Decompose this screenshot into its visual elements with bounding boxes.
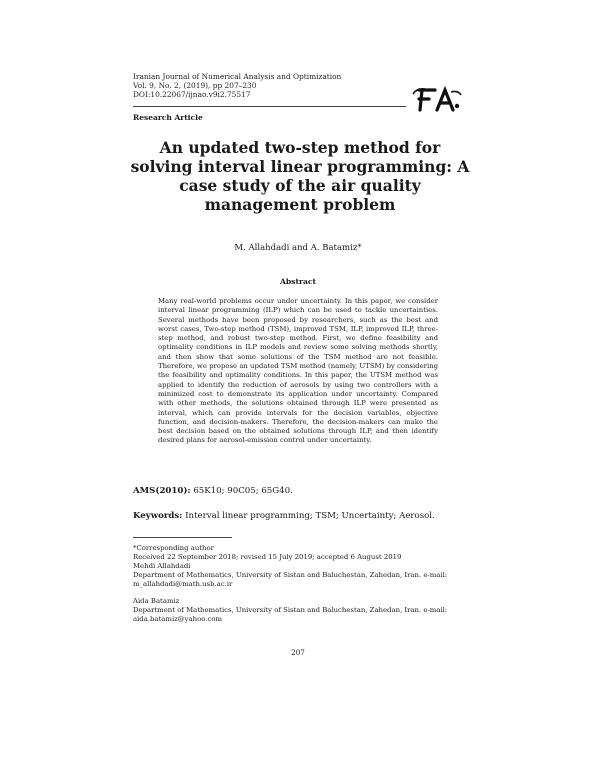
title-line: solving interval linear programming: A — [130, 157, 470, 176]
author2-email[interactable]: aida.batamiz@yahoo.com — [133, 615, 223, 623]
keywords — [133, 511, 435, 521]
footnote-dates: Received 22 September 2018; revised 15 July 2019; accepted 6 August 2019 — [133, 553, 402, 561]
doi-link[interactable]: DOI:10.22067/ijnao.v9i2.75517 — [133, 90, 251, 99]
title-line: case study of the air quality — [179, 176, 421, 195]
keywords-value: Interval linear programming; TSM; Uncertainty; Aerosol. — [185, 511, 435, 521]
journal-name: Iranian Journal of Numerical Analysis and Optimization — [133, 72, 342, 81]
journal-logo-icon — [411, 84, 463, 114]
author2-name: Aida Batamiz — [133, 597, 180, 605]
author1-email[interactable]: m_allahdadi@math.usb.ac.ir — [133, 580, 233, 588]
article-type: Research Article — [133, 113, 203, 122]
abstract-heading: Abstract — [279, 277, 317, 286]
ams-value: 65K10; 90C05; 65G40. — [193, 486, 293, 496]
keywords-label: Keywords: — [133, 511, 183, 521]
paper-title — [110, 138, 490, 214]
ams-label: AMS(2010): — [133, 486, 191, 496]
header-rule — [133, 106, 406, 107]
author1-name: Mehdi Allahdadi — [133, 562, 191, 570]
author-list: M. Allahdadi and A. Batamiz* — [234, 243, 362, 253]
title-line: management problem — [204, 195, 396, 214]
author1-affiliation: Department of Mathematics, University of Sistan and Baluchestan, Zahedan, Iran. e-mail: — [133, 571, 448, 579]
journal-volume: Vol. 9, No. 2, (2019), pp 207–230 — [133, 81, 257, 90]
footnote-rule — [133, 537, 232, 538]
abstract-text: Many real-world problems occur under uncertainty. In this paper, we consider interval linear programming (ILP) which can be used to tackle uncertainties. Several methods have been proposed by researchers, such as the best and worst cases, Two-step method (TSM), improved TSM, ILP, improved ILP, three-step method, and robust two-step method. First, we define feasibility and optimality conditions in ILP models and review some solving methods shortly, and then show that some solutions of the TSM method are not feasible. Therefore, we propose an updated TSM method (namely, UTSM) by considering the feasibility and optimality conditions. In this paper, the UTSM method was applied to identify the reduction of aerosols by using two controllers with a minimized cost to demonstrate its application under uncertainty. Compared with other methods, the solutions obtained through ILP were presented as interval, which can provide intervals for the decision variables, objective function, and decision-makers. Therefore, the decision-makers can make the best decision based on the obtained solutions through ILP, and then identify desired plans for aerosol-emission control under uncertainty. — [158, 297, 438, 445]
title-line: An updated two-step method for — [159, 138, 441, 157]
page-number: 207 — [291, 648, 305, 657]
footnote-corresponding: *Corresponding author — [133, 544, 214, 552]
author2-affiliation: Department of Mathematics, University of Sistan and Baluchestan, Zahedan, Iran. e-mail: — [133, 606, 448, 614]
ams-classification — [133, 486, 293, 496]
